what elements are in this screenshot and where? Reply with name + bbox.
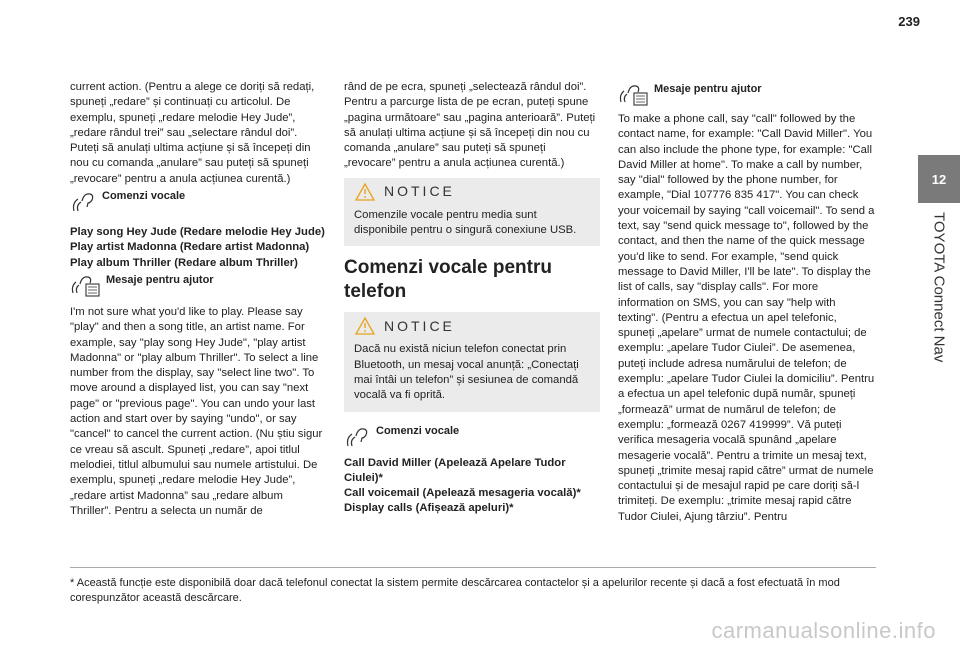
section-title: Comenzi vocale pentru telefon [344,257,552,303]
column-1 [70,80,326,519]
speech-screen-icon [70,273,102,297]
column-3 [618,80,876,525]
command-3: Play album Thriller (Redare album Thriller) [70,256,298,269]
col2-intro: rând de pe ecra, spuneți „selectează rândul doi”. Pentru a parcurge lista de pe ecran, puteți spune „pagina următoare” sau „pagina anterioară”. Puteți să anulați ultima acțiune și să începeți din nou cu comanda „anulare” sau puteți să spuneți „revocare” pentru a anula acțiunea curentă.) [344,81,596,170]
warning-icon [354,182,376,202]
chapter-title: TOYOTA Connect Nav [930,212,948,363]
notice-text: Dacă nu există niciun telefon conectat prin Bluetooth, un mesaj vocal anunță: „Conectați mai întâi un telefon” și sesiunea de comandă vocală va fi oprită. [354,343,579,402]
col3-help-text: To make a phone call, say "call" followed by the contact name, for example: "Call David Miller". You can also include the phone type, for example: "Call David Miller at home". To make a call by number, say "dial" followed by the phone number, for example, "Dial 107776 835 417". You can check your voicemail by saying "call voicemail". To send a text, say "send quick message to", followed by the contact, and then the name of the quick message you'd like to send. For example, "send quick message to David Miller, I'll be late". To display the list of calls, say "display calls". For more information on SMS, you can say "help with texting". (Pentru a efectua un apel telefonic, spuneți „apelare” urmat de numele contactului; de exemplu: „apelare Tudor Ciulei”. De asemenea, puteți include adresa numărului de telefon; de exemplu: „apelare Tudor Ciulei la domiciliu”. Pentru a efectua un apel telefonic după număr, spuneți „formează” urmat de numărul de telefon; de exemplu: „formează 0267 419999”. Vă puteți verifica mesageria vocală spunând „apelare mesagerie vocală”. Pentru a trimite un mesaj text, spuneți „trimite mesaj rapid către” urmat de numele contactului și de mesajul rapid pe care doriți să-l trimiteți. De exemplu: „trimite mesaj rapid către Tudor Ciulei, Ajung târziu”. Pentru [618,113,875,523]
voice-commands-heading [70,189,326,213]
col1-intro: current action. (Pentru a alege ce doriți să redați, spuneți „redare” și continuați cu articolul. De exemplu, spuneți „redare melodie Hey Jude”, „redare rândul trei” sau „selectare rândul doi”. Puteți să anulați ultima acțiune și să începeți din nou cu comanda „anulare” sau puteți să spuneți „revocare” pentru a anula acțiunea curentă.) [70,81,315,185]
speech-icon [344,424,372,448]
voice-commands-label: Comenzi vocale [376,424,460,437]
chapter-number: 12 [931,171,947,187]
command-1: Call David Miller (Apelează Apelare Tudor Ciulei)* [344,456,566,484]
command-1: Play song Hey Jude (Redare melodie Hey Jude) [70,226,325,239]
voice-commands-heading [344,424,600,448]
command-3: Display calls (Afișează apeluri)* [344,502,514,515]
help-messages-heading [70,273,326,297]
notice-box-1 [344,178,600,247]
chapter-tab [918,155,960,203]
footnote: * Această funcție este disponibilă doar dacă telefonul conectat la sistem permite descărcarea contactelor și a apelurilor recente și dacă a fost efectuată în mod corespunzător această descărcare. [70,567,876,606]
warning-icon [354,316,376,336]
notice-box-2 [344,312,600,411]
command-2: Call voicemail (Apelează mesageria vocală)* [344,487,581,500]
speech-icon [70,189,98,213]
notice-label: NOTICE [384,317,455,334]
notice-text: Comenzile vocale pentru media sunt disponibile pentru o singură conexiune USB. [354,208,577,237]
help-messages-label: Mesaje pentru ajutor [654,83,762,95]
voice-commands-label: Comenzi vocale [102,190,186,203]
col1-help-text: I'm not sure what you'd like to play. Please say "play" and then a song title, an artist name. For example, say "play song Hey Jude", "play artist Madonna" or "play album Thriller". To select a line number from the display, say "select line two". To move around a displayed list, you can say "next page" or "previous page". You can undo your last action and start over by saying "undo", or say "cancel" to cancel the current action. (Nu știu sigur ce vreau să ascult. Spuneți „redare”, apoi titlul melodiei, titlul albumului sau numele artistului. De exemplu, spuneți „redare melodie Hey Jude”, „redare artist Madonna” sau „redare album Thriller”. Pentru a selecta un număr de [70,305,323,517]
speech-screen-icon [618,82,650,106]
page-number: 239 [898,14,920,29]
command-2: Play artist Madonna (Redare artist Madonna) [70,241,310,254]
help-messages-label: Mesaje pentru ajutor [106,273,214,286]
notice-label: NOTICE [384,183,455,200]
watermark: carmanualsonline.info [711,618,936,643]
help-messages-heading [618,82,876,106]
column-2 [344,80,600,517]
